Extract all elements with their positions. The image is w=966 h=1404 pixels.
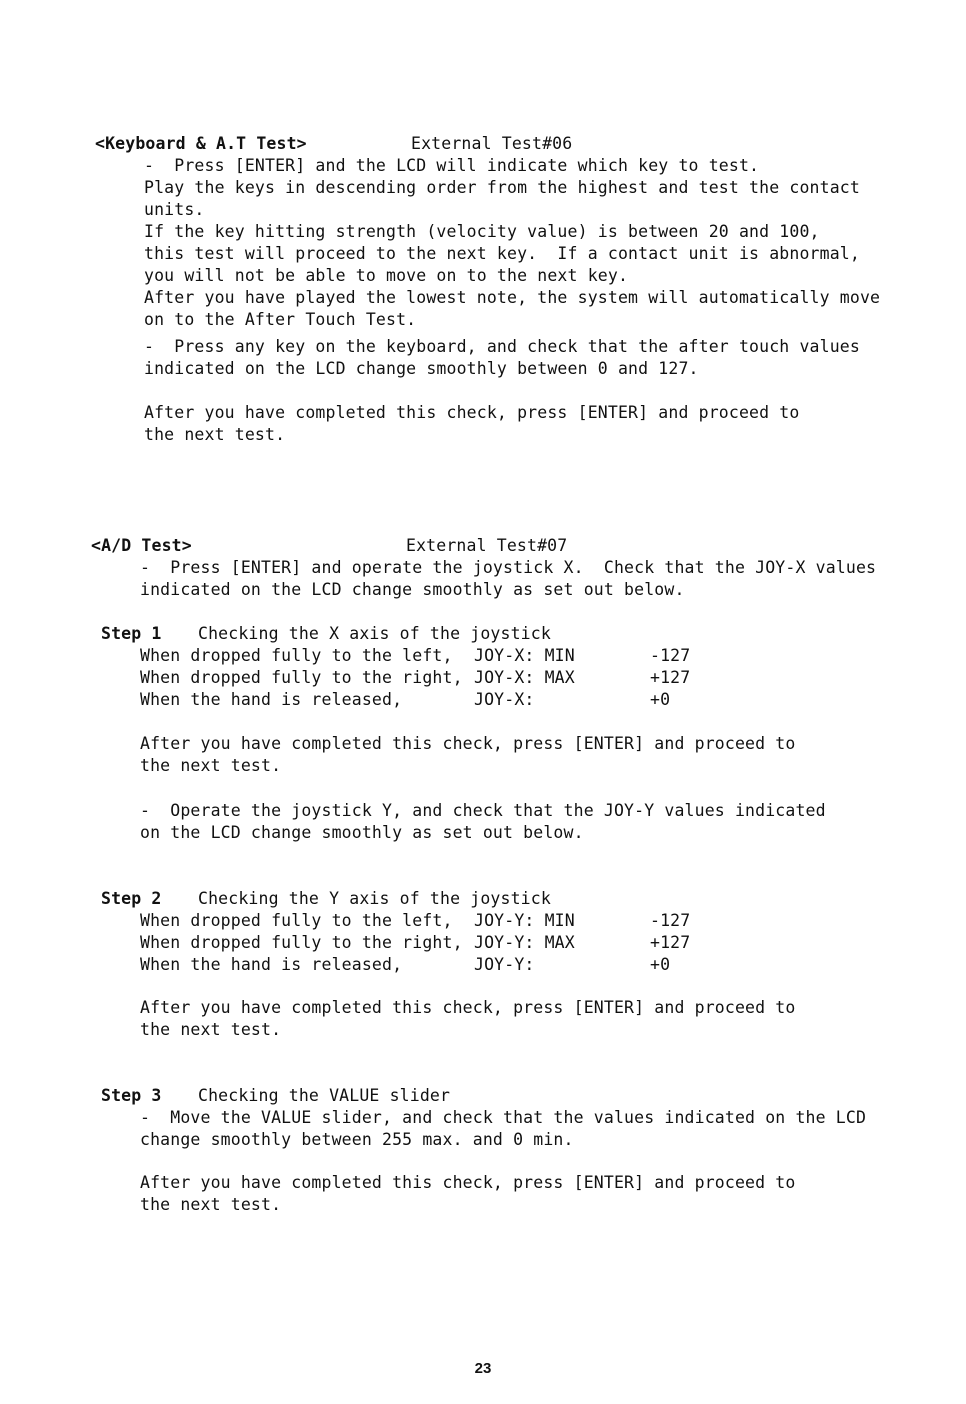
value-cell: -127 [650,646,691,665]
value-cell: +127 [650,933,691,952]
text-line: After you have completed this check, press [ENTER] and proceed to [140,734,796,753]
step-title: Checking the VALUE slider [198,1086,451,1105]
condition-cell: When dropped fully to the right, [140,933,463,952]
param-cell: JOY-Y: MIN [474,911,575,930]
value-cell: +127 [650,668,691,687]
step-title: Checking the X axis of the joystick [198,624,551,643]
text-line: on to the After Touch Test. [144,310,417,329]
text-line: Play the keys in descending order from the highest and test the contact [144,178,860,197]
param-cell: JOY-Y: MAX [474,933,575,952]
text-line: After you have completed this check, press [ENTER] and proceed to [144,403,800,422]
section-title-keyboard-test: <Keyboard & A.T Test> [95,134,307,153]
step-label: Step 2 [101,889,162,908]
step-title: Checking the Y axis of the joystick [198,889,551,908]
text-line: the next test. [140,756,282,775]
text-line: the next test. [144,425,286,444]
text-line: - Press any key on the keyboard, and check that the after touch values [144,337,860,356]
text-line: on the LCD change smoothly as set out below. [140,823,584,842]
param-cell: JOY-X: MIN [474,646,575,665]
condition-cell: When dropped fully to the left, [140,911,453,930]
text-line: indicated on the LCD change smoothly between 0 and 127. [144,359,699,378]
text-line: the next test. [140,1195,282,1214]
text-line: - Press [ENTER] and operate the joystick X. Check that the JOY-X values [140,558,877,577]
text-line: - Move the VALUE slider, and check that the values indicated on the LCD [140,1108,867,1127]
text-line: After you have completed this check, press [ENTER] and proceed to [140,998,796,1017]
section-title-ad-test: <A/D Test> [91,536,192,555]
step-label: Step 1 [101,624,162,643]
step-label: Step 3 [101,1086,162,1105]
text-line: you will not be able to move on to the next key. [144,266,629,285]
text-line: - Operate the joystick Y, and check that the JOY-Y values indicated [140,801,826,820]
page-number: 23 [474,1360,492,1377]
value-cell: +0 [650,955,671,974]
condition-cell: When the hand is released, [140,690,403,709]
external-test-label: External Test#07 [406,536,568,555]
condition-cell: When the hand is released, [140,955,403,974]
condition-cell: When dropped fully to the right, [140,668,463,687]
text-line: units. [144,200,205,219]
param-cell: JOY-X: MAX [474,668,575,687]
text-line: change smoothly between 255 max. and 0 min. [140,1130,574,1149]
text-line: If the key hitting strength (velocity value) is between 20 and 100, [144,222,820,241]
text-line: After you have played the lowest note, the system will automatically move [144,288,881,307]
param-cell: JOY-X: [474,690,535,709]
text-line: this test will proceed to the next key. If a contact unit is abnormal, [144,244,860,263]
value-cell: +0 [650,690,671,709]
text-line: the next test. [140,1020,282,1039]
text-line: - Press [ENTER] and the LCD will indicate which key to test. [144,156,760,175]
text-line: After you have completed this check, press [ENTER] and proceed to [140,1173,796,1192]
condition-cell: When dropped fully to the left, [140,646,453,665]
text-line: indicated on the LCD change smoothly as set out below. [140,580,685,599]
value-cell: -127 [650,911,691,930]
param-cell: JOY-Y: [474,955,535,974]
external-test-label: External Test#06 [411,134,573,153]
